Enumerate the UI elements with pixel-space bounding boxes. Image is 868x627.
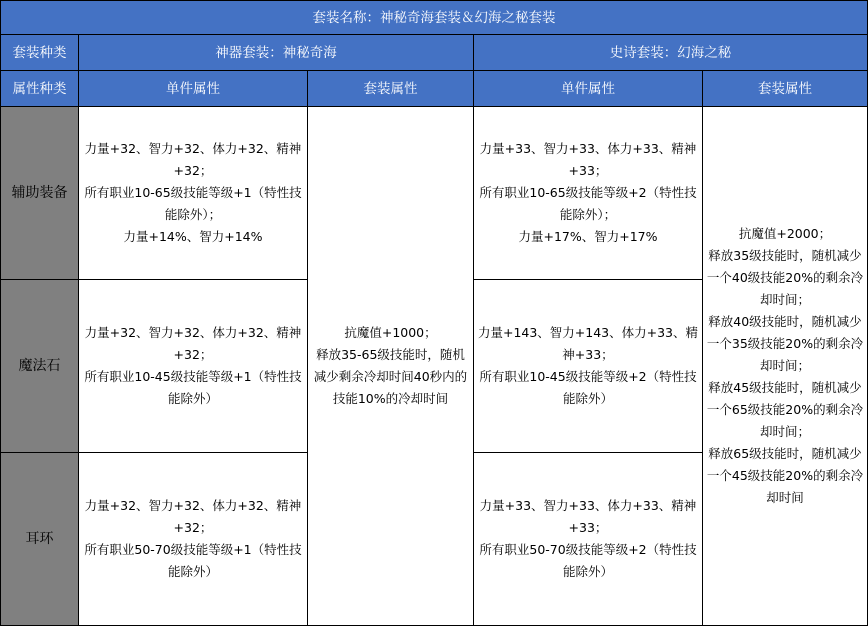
attr-line: 抗魔值+2000； (738, 226, 832, 241)
artifact-set-attr-header: 套装属性 (308, 71, 474, 107)
epic-set-name: 史诗套装：幻海之秘 (474, 35, 868, 71)
attr-line: 所有职业50-70级技能等级+2（特性技能除外） (479, 542, 697, 579)
row-label-magic-stone: 魔法石 (1, 280, 79, 453)
attr-line: 力量+32、智力+32、体力+32、精神+32； (84, 498, 302, 535)
attr-line: 所有职业10-65级技能等级+1（特性技能除外）； (84, 185, 302, 222)
attr-line: 释放35级技能时，随机减少一个40级技能20%的剩余冷却时间； (706, 248, 864, 307)
attr-type-row (1, 71, 868, 107)
epic-single-earring (474, 453, 703, 626)
attr-line: 释放40级技能时，随机减少一个35级技能20%的剩余冷却时间； (706, 314, 864, 373)
attr-line: 所有职业10-45级技能等级+1（特性技能除外） (84, 369, 302, 406)
row-label-earring: 耳环 (1, 453, 79, 626)
table-title: 套装名称：神秘奇海套装＆幻海之秘套装 (1, 1, 868, 35)
artifact-single-magic-stone (79, 280, 308, 453)
artifact-set-name: 神器套装：神秘奇海 (79, 35, 474, 71)
title-row (1, 1, 868, 35)
epic-set-attr-header: 套装属性 (703, 71, 868, 107)
set-type-label: 套装种类 (1, 35, 79, 71)
attr-line: 力量+33、智力+33、体力+33、精神+33； (479, 141, 697, 178)
row-label-support-equipment: 辅助装备 (1, 107, 79, 280)
attr-line: 力量+14%、智力+14% (123, 229, 263, 244)
epic-single-support-equipment (474, 107, 703, 280)
attr-line: 力量+33、智力+33、体力+33、精神+33； (479, 498, 697, 535)
attr-line: 力量+32、智力+32、体力+32、精神+32； (84, 325, 302, 362)
attr-line: 所有职业10-65级技能等级+2（特性技能除外）； (479, 185, 697, 222)
attr-line: 释放45级技能时，随机减少一个65级技能20%的剩余冷却时间； (706, 380, 864, 439)
attr-line: 所有职业10-45级技能等级+2（特性技能除外） (479, 369, 697, 406)
attr-line: 所有职业50-70级技能等级+1（特性技能除外） (84, 542, 302, 579)
artifact-single-earring (79, 453, 308, 626)
row-support-equipment (1, 107, 868, 280)
attr-line: 抗魔值+1000； (344, 325, 437, 340)
artifact-set-attr (308, 107, 474, 626)
attr-line: 释放65级技能时，随机减少一个45级技能20%的剩余冷却时间 (706, 446, 864, 505)
epic-set-attr (703, 107, 868, 626)
artifact-single-attr-header: 单件属性 (79, 71, 308, 107)
attr-line: 力量+32、智力+32、体力+32、精神+32； (84, 141, 302, 178)
artifact-single-support-equipment (79, 107, 308, 280)
attr-type-label: 属性种类 (1, 71, 79, 107)
epic-single-attr-header: 单件属性 (474, 71, 703, 107)
epic-single-magic-stone (474, 280, 703, 453)
attr-line: 力量+143、智力+143、体力+33、精神+33； (477, 325, 699, 362)
attr-line: 力量+17%、智力+17% (518, 229, 658, 244)
attr-line: 释放35-65级技能时，随机减少剩余冷却时间40秒内的技能10%的冷却时间 (313, 347, 468, 406)
set-type-row (1, 35, 868, 71)
